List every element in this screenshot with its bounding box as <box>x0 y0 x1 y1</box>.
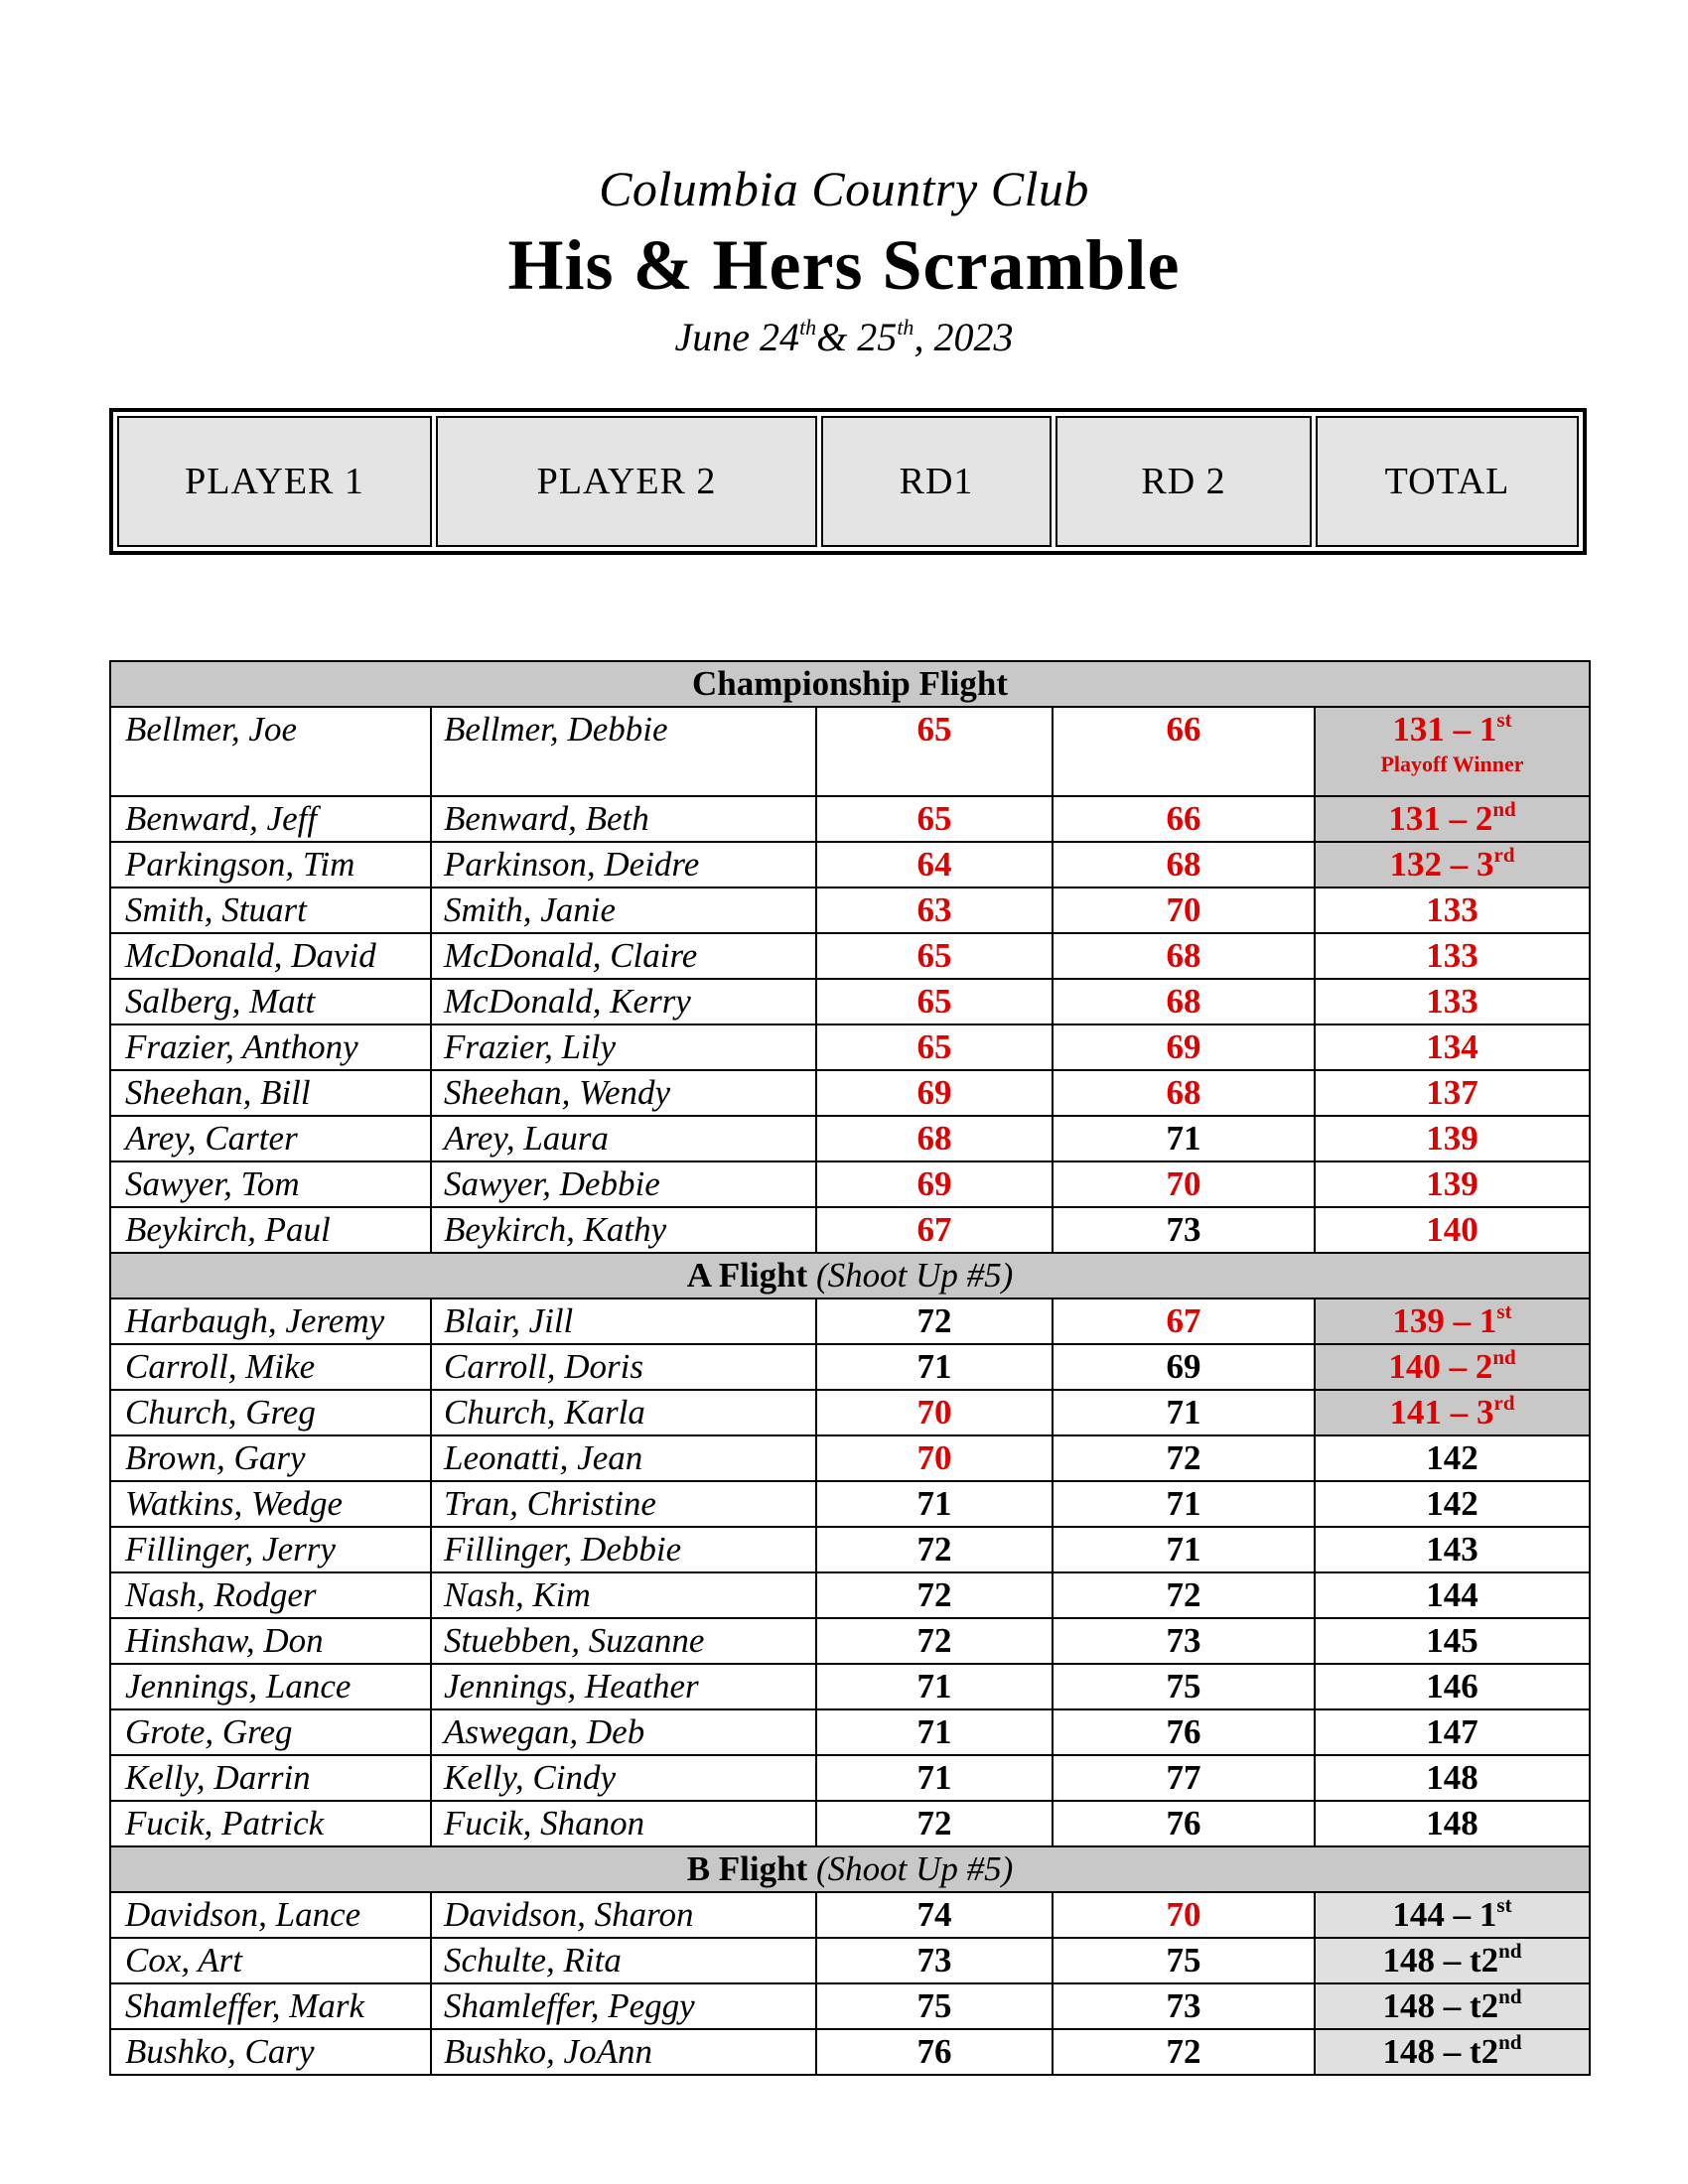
col-header-player2: PLAYER 2 <box>436 416 817 547</box>
total-score <box>1315 1664 1590 1709</box>
results-table <box>109 660 1591 2076</box>
player1-cell: Fucik, Patrick <box>110 1801 431 1846</box>
player1-cell: Bellmer, Joe <box>110 707 431 796</box>
total-value: 147 <box>1426 1712 1478 1751</box>
rd1-score: 63 <box>816 887 1053 933</box>
rd2-score: 75 <box>1053 1938 1315 1983</box>
player2-cell: Bushko, JoAnn <box>431 2029 816 2075</box>
player1-cell: Nash, Rodger <box>110 1572 431 1618</box>
rd1-score: 74 <box>816 1892 1053 1938</box>
total-score <box>1315 842 1590 887</box>
total-value: 134 <box>1426 1027 1478 1066</box>
player2-cell: Church, Karla <box>431 1390 816 1435</box>
player2-cell: Fucik, Shanon <box>431 1801 816 1846</box>
rd2-score: 70 <box>1053 887 1315 933</box>
total-value: 139 <box>1426 1119 1478 1158</box>
total-score <box>1315 1344 1590 1390</box>
table-row <box>110 979 1590 1024</box>
rd1-score: 65 <box>816 707 1053 796</box>
total-value: 148 – t2 <box>1382 2032 1499 2071</box>
player1-cell: Benward, Jeff <box>110 796 431 842</box>
rd2-score: 68 <box>1053 1070 1315 1116</box>
rd1-score: 71 <box>816 1709 1053 1755</box>
total-value: 139 <box>1426 1164 1478 1203</box>
total-score <box>1315 1527 1590 1572</box>
player1-cell: Cox, Art <box>110 1938 431 1983</box>
event-date <box>0 312 1688 363</box>
col-header-rd1: RD1 <box>821 416 1052 547</box>
player2-cell: Aswegan, Deb <box>431 1709 816 1755</box>
total-score <box>1315 1572 1590 1618</box>
place-suffix: nd <box>1498 1984 1522 2008</box>
rd2-score: 68 <box>1053 842 1315 887</box>
total-value: 132 – 3 <box>1389 845 1494 884</box>
total-score <box>1315 2029 1590 2075</box>
total-score <box>1315 1070 1590 1116</box>
player2-cell: Smith, Janie <box>431 887 816 933</box>
playoff-winner-note: Playoff Winner <box>1380 751 1524 776</box>
rd1-score: 71 <box>816 1755 1053 1801</box>
place-suffix: nd <box>1492 797 1516 821</box>
total-score <box>1315 1435 1590 1481</box>
table-row <box>110 1390 1590 1435</box>
total-value: 144 – 1 <box>1392 1895 1497 1934</box>
flight-header-row <box>110 1253 1590 1298</box>
rd1-score: 71 <box>816 1664 1053 1709</box>
total-score <box>1315 1481 1590 1527</box>
col-header-total: TOTAL <box>1316 416 1579 547</box>
total-value: 140 <box>1426 1210 1478 1249</box>
table-row <box>110 1070 1590 1116</box>
total-value: 148 <box>1426 1804 1478 1843</box>
rd2-score: 69 <box>1053 1344 1315 1390</box>
total-value: 137 <box>1426 1073 1478 1112</box>
table-row <box>110 1161 1590 1207</box>
rd2-score: 72 <box>1053 1435 1315 1481</box>
player2-cell: Leonatti, Jean <box>431 1435 816 1481</box>
place-suffix: nd <box>1492 1345 1516 1369</box>
total-value: 144 <box>1426 1575 1478 1614</box>
player2-cell: Blair, Jill <box>431 1298 816 1344</box>
total-score <box>1315 796 1590 842</box>
total-value: 148 – t2 <box>1382 1986 1499 2025</box>
total-value: 131 – 1 <box>1392 710 1497 749</box>
place-suffix: st <box>1496 1893 1512 1917</box>
player1-cell: Arey, Carter <box>110 1116 431 1161</box>
rd2-score: 66 <box>1053 707 1315 796</box>
rd1-score: 71 <box>816 1344 1053 1390</box>
col-header-rd2: RD 2 <box>1055 416 1312 547</box>
place-suffix: st <box>1496 708 1512 732</box>
flight-header <box>110 661 1590 707</box>
rd1-score: 68 <box>816 1116 1053 1161</box>
rd2-score: 68 <box>1053 933 1315 979</box>
table-row <box>110 1801 1590 1846</box>
flight-header-row <box>110 661 1590 707</box>
total-score <box>1315 1161 1590 1207</box>
rd2-score: 75 <box>1053 1664 1315 1709</box>
flight-header <box>110 1846 1590 1892</box>
total-value: 133 <box>1426 936 1478 975</box>
table-row <box>110 1527 1590 1572</box>
rd1-score: 65 <box>816 933 1053 979</box>
rd2-score: 70 <box>1053 1161 1315 1207</box>
player1-cell: Fillinger, Jerry <box>110 1527 431 1572</box>
player2-cell: Frazier, Lily <box>431 1024 816 1070</box>
total-value: 148 – t2 <box>1382 1941 1499 1979</box>
rd2-score: 67 <box>1053 1298 1315 1344</box>
player2-cell: Kelly, Cindy <box>431 1755 816 1801</box>
date-part: , 2023 <box>914 315 1014 359</box>
rd2-score: 72 <box>1053 2029 1315 2075</box>
total-value: 142 <box>1426 1484 1478 1523</box>
date-part: & 25 <box>816 315 898 359</box>
rd1-score: 69 <box>816 1070 1053 1116</box>
total-score <box>1315 1801 1590 1846</box>
table-row <box>110 796 1590 842</box>
rd1-score: 72 <box>816 1527 1053 1572</box>
rd2-score: 71 <box>1053 1116 1315 1161</box>
player1-cell: Frazier, Anthony <box>110 1024 431 1070</box>
total-score <box>1315 1709 1590 1755</box>
flight-name: Championship Flight <box>691 664 1009 703</box>
flight-name: A Flight <box>686 1256 808 1295</box>
player2-cell: Bellmer, Debbie <box>431 707 816 796</box>
total-value: 133 <box>1426 890 1478 929</box>
rd2-score: 66 <box>1053 796 1315 842</box>
rd1-score: 64 <box>816 842 1053 887</box>
rd1-score: 70 <box>816 1390 1053 1435</box>
total-score <box>1315 1298 1590 1344</box>
player2-cell: Tran, Christine <box>431 1481 816 1527</box>
rd2-score: 72 <box>1053 1572 1315 1618</box>
player1-cell: Carroll, Mike <box>110 1344 431 1390</box>
column-header-table <box>109 408 1587 555</box>
player1-cell: Grote, Greg <box>110 1709 431 1755</box>
total-score <box>1315 979 1590 1024</box>
total-value: 142 <box>1426 1438 1478 1477</box>
player1-cell: Harbaugh, Jeremy <box>110 1298 431 1344</box>
rd1-score: 72 <box>816 1298 1053 1344</box>
table-row <box>110 1435 1590 1481</box>
rd1-score: 76 <box>816 2029 1053 2075</box>
rd2-score: 71 <box>1053 1527 1315 1572</box>
total-value: 140 – 2 <box>1388 1347 1493 1386</box>
total-score <box>1315 1618 1590 1664</box>
place-suffix: nd <box>1498 2030 1522 2054</box>
player2-cell: Parkinson, Deidre <box>431 842 816 887</box>
rd2-score: 68 <box>1053 979 1315 1024</box>
total-value: 143 <box>1426 1530 1478 1569</box>
date-sup: th <box>897 315 914 340</box>
player1-cell: Jennings, Lance <box>110 1664 431 1709</box>
table-row <box>110 2029 1590 2075</box>
player2-cell: Stuebben, Suzanne <box>431 1618 816 1664</box>
table-row <box>110 1481 1590 1527</box>
player1-cell: Davidson, Lance <box>110 1892 431 1938</box>
rd2-score: 76 <box>1053 1709 1315 1755</box>
player2-cell: Sheehan, Wendy <box>431 1070 816 1116</box>
total-score <box>1315 887 1590 933</box>
player2-cell: Benward, Beth <box>431 796 816 842</box>
player1-cell: McDonald, David <box>110 933 431 979</box>
table-row <box>110 842 1590 887</box>
player1-cell: Church, Greg <box>110 1390 431 1435</box>
player2-cell: Fillinger, Debbie <box>431 1527 816 1572</box>
table-row <box>110 1207 1590 1253</box>
rd1-score: 71 <box>816 1481 1053 1527</box>
rd2-score: 70 <box>1053 1892 1315 1938</box>
table-row <box>110 1298 1590 1344</box>
player2-cell: Davidson, Sharon <box>431 1892 816 1938</box>
rd1-score: 72 <box>816 1618 1053 1664</box>
total-score <box>1315 1024 1590 1070</box>
table-row <box>110 1755 1590 1801</box>
rd2-score: 73 <box>1053 1618 1315 1664</box>
table-row <box>110 1116 1590 1161</box>
rd2-score: 76 <box>1053 1801 1315 1846</box>
player1-cell: Bushko, Cary <box>110 2029 431 2075</box>
total-score <box>1315 1938 1590 1983</box>
total-value: 146 <box>1426 1667 1478 1706</box>
rd2-score: 73 <box>1053 1983 1315 2029</box>
player1-cell: Hinshaw, Don <box>110 1618 431 1664</box>
flight-header-row <box>110 1846 1590 1892</box>
rd2-score: 69 <box>1053 1024 1315 1070</box>
total-score <box>1315 1390 1590 1435</box>
place-suffix: rd <box>1493 843 1515 867</box>
player2-cell: Nash, Kim <box>431 1572 816 1618</box>
rd2-score: 71 <box>1053 1390 1315 1435</box>
player1-cell: Parkingson, Tim <box>110 842 431 887</box>
rd1-score: 75 <box>816 1983 1053 2029</box>
total-value: 139 – 1 <box>1392 1301 1497 1340</box>
total-score <box>1315 1207 1590 1253</box>
table-row <box>110 1572 1590 1618</box>
table-row <box>110 933 1590 979</box>
player2-cell: Jennings, Heather <box>431 1664 816 1709</box>
player1-cell: Shamleffer, Mark <box>110 1983 431 2029</box>
rd1-score: 70 <box>816 1435 1053 1481</box>
table-row <box>110 887 1590 933</box>
player1-cell: Watkins, Wedge <box>110 1481 431 1527</box>
place-suffix: nd <box>1498 1939 1522 1963</box>
total-value: 145 <box>1426 1621 1478 1660</box>
rd1-score: 73 <box>816 1938 1053 1983</box>
total-value: 141 – 3 <box>1389 1393 1494 1432</box>
total-score <box>1315 707 1590 796</box>
rd1-score: 69 <box>816 1161 1053 1207</box>
player1-cell: Brown, Gary <box>110 1435 431 1481</box>
date-sup: th <box>799 315 817 340</box>
club-name: Columbia Country Club <box>599 161 1089 216</box>
date-part: June 24 <box>674 315 800 359</box>
player2-cell: Shamleffer, Peggy <box>431 1983 816 2029</box>
total-value: 131 – 2 <box>1388 799 1493 838</box>
place-suffix: st <box>1496 1299 1512 1323</box>
player2-cell: Carroll, Doris <box>431 1344 816 1390</box>
player2-cell: Arey, Laura <box>431 1116 816 1161</box>
player2-cell: Schulte, Rita <box>431 1938 816 1983</box>
table-row <box>110 1709 1590 1755</box>
rd1-score: 72 <box>816 1572 1053 1618</box>
flight-note: (Shoot Up #5) <box>815 1256 1014 1295</box>
total-score <box>1315 1892 1590 1938</box>
total-score <box>1315 1755 1590 1801</box>
total-score <box>1315 1116 1590 1161</box>
total-value: 133 <box>1426 982 1478 1021</box>
table-row <box>110 1664 1590 1709</box>
player2-cell: Beykirch, Kathy <box>431 1207 816 1253</box>
event-title: His & Hers Scramble <box>507 225 1181 305</box>
player1-cell: Smith, Stuart <box>110 887 431 933</box>
col-header-player1: PLAYER 1 <box>117 416 432 547</box>
total-value: 148 <box>1426 1758 1478 1797</box>
total-score <box>1315 933 1590 979</box>
place-suffix: rd <box>1493 1391 1515 1415</box>
player1-cell: Sheehan, Bill <box>110 1070 431 1116</box>
rd1-score: 65 <box>816 796 1053 842</box>
rd2-score: 73 <box>1053 1207 1315 1253</box>
flight-name: B Flight <box>686 1849 808 1888</box>
total-score <box>1315 1983 1590 2029</box>
rd1-score: 72 <box>816 1801 1053 1846</box>
rd1-score: 65 <box>816 979 1053 1024</box>
player1-cell: Beykirch, Paul <box>110 1207 431 1253</box>
player2-cell: Sawyer, Debbie <box>431 1161 816 1207</box>
flight-header <box>110 1253 1590 1298</box>
table-row <box>110 1983 1590 2029</box>
rd1-score: 67 <box>816 1207 1053 1253</box>
player2-cell: McDonald, Kerry <box>431 979 816 1024</box>
table-row <box>110 1618 1590 1664</box>
table-row <box>110 707 1590 796</box>
player1-cell: Salberg, Matt <box>110 979 431 1024</box>
table-row <box>110 1024 1590 1070</box>
document-header <box>0 159 1688 363</box>
flight-note: (Shoot Up #5) <box>815 1849 1014 1888</box>
player2-cell: McDonald, Claire <box>431 933 816 979</box>
table-row <box>110 1938 1590 1983</box>
table-row <box>110 1344 1590 1390</box>
player1-cell: Sawyer, Tom <box>110 1161 431 1207</box>
rd2-score: 77 <box>1053 1755 1315 1801</box>
player1-cell: Kelly, Darrin <box>110 1755 431 1801</box>
rd2-score: 71 <box>1053 1481 1315 1527</box>
table-row <box>110 1892 1590 1938</box>
rd1-score: 65 <box>816 1024 1053 1070</box>
